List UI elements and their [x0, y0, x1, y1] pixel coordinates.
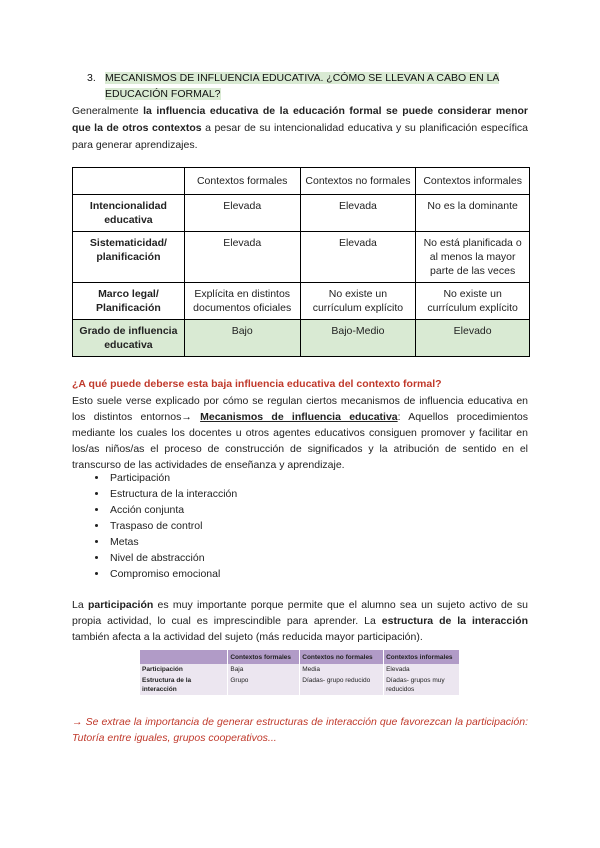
para3-text-1: La	[72, 599, 88, 611]
table-header-cell: Contextos formales	[184, 168, 300, 195]
table-cell: Bajo-Medio	[300, 320, 416, 357]
row-label: Participación	[140, 664, 228, 675]
para2-text-2: : Aquellos procedimientos mediante los cuales los docentes u otros agentes educativos consiguen promover y facilitar en los/as niños/as el proceso de construcción de significados y la atribución de sentido en el transcurso de las actividades de enseñanza y aprendizaje.	[72, 411, 528, 471]
list-item: • Acción conjunta	[108, 502, 237, 518]
table-row	[73, 283, 530, 320]
mechanisms-list	[90, 470, 237, 582]
table-row	[73, 232, 530, 283]
list-item: • Compromiso emocional	[108, 566, 237, 582]
table-header-cell: Contextos informales	[416, 168, 530, 195]
list-item: • Traspaso de control	[108, 518, 237, 534]
para3-text-2: es muy importante porque permite que el alumno sea un sujeto activo de su propia actividad, lo cual es imprescindible para aprender. La	[72, 599, 528, 627]
table-cell: No es la dominante	[416, 195, 530, 232]
row-label: Sistematicidad/ planificación	[73, 232, 185, 283]
small-table-header-row	[140, 650, 460, 664]
mechanisms-term: Mecanismos de influencia educativa	[200, 411, 398, 423]
row-label: Grado de influencia educativa	[73, 320, 185, 357]
table-header-cell	[73, 168, 185, 195]
table-header-cell: Contextos no formales	[300, 650, 384, 664]
table-cell: Elevada	[300, 195, 416, 232]
heading-number: 3.	[87, 72, 96, 84]
table-cell: No existe un currículum explícito	[300, 283, 416, 320]
table-cell: Explícita en distintos documentos oficiales	[184, 283, 300, 320]
table-cell: Elevada	[300, 232, 416, 283]
table-cell: Elevado	[416, 320, 530, 357]
table-row	[140, 664, 460, 675]
intro-text-2: a pesar de su intencionalidad educativa y su planificación específica para generar aprendizajes.	[72, 122, 528, 151]
row-label: Estructura de la interacción	[140, 675, 228, 695]
table-cell: No existe un currículum explícito	[416, 283, 530, 320]
table-header-cell	[140, 650, 228, 664]
conclusion-note: → Se extrae la importancia de generar estructuras de interacción que favorezcan la participación: Tutoría entre iguales, grupos cooperativos...	[72, 716, 528, 744]
table-row	[73, 195, 530, 232]
intro-text-1: Generalmente	[72, 105, 144, 117]
table-header-cell: Contextos formales	[228, 650, 300, 664]
row-label: Intencionalidad educativa	[73, 195, 185, 232]
table-cell: Elevada	[184, 232, 300, 283]
contexts-table	[72, 167, 530, 357]
table-cell: Elevada	[184, 195, 300, 232]
table-header-cell: Contextos informales	[384, 650, 460, 664]
list-item: • Nivel de abstracción	[108, 550, 237, 566]
table-cell: Baja	[228, 664, 300, 675]
row-label: Marco legal/ Planificación	[73, 283, 185, 320]
participation-term: participación	[87, 599, 154, 611]
table-cell: Media	[300, 664, 384, 675]
table-row	[140, 675, 460, 695]
table-header-row	[73, 168, 530, 195]
mechanisms-paragraph	[72, 393, 528, 473]
table-cell: Díadas- grupo reducido	[300, 675, 384, 695]
heading-line-1: MECANISMOS DE INFLUENCIA EDUCATIVA. ¿CÓMO SE LLEVAN A CABO EN LA	[105, 72, 500, 84]
table-cell: Grupo	[228, 675, 300, 695]
list-item: • Metas	[108, 534, 237, 550]
list-item: • Participación	[108, 470, 237, 486]
participation-table	[140, 650, 460, 695]
question-heading: ¿A qué puede deberse esta baja influencia educativa del contexto formal?	[72, 378, 442, 390]
table-cell: No está planificada o al menos la mayor parte de las veces	[416, 232, 530, 283]
participation-paragraph	[72, 597, 528, 645]
table-cell: Elevada	[384, 664, 460, 675]
section-heading	[87, 70, 507, 102]
table-cell: Díadas- grupos muy reducidos	[384, 675, 460, 695]
table-row-highlighted	[73, 320, 530, 357]
table-header-cell: Contextos no formales	[300, 168, 416, 195]
interaction-structure-term: estructura de la interacción	[381, 615, 528, 627]
intro-paragraph	[72, 103, 528, 154]
list-item: • Estructura de la interacción	[108, 486, 237, 502]
table-cell: Bajo	[184, 320, 300, 357]
para2-text-1: Esto suele verse explicado por cómo se regulan ciertos mecanismos de influencia educativa en los distintos entornos→	[72, 395, 528, 423]
para3-text-3: también afecta a la actividad del sujeto (más reducida mayor participación).	[72, 631, 423, 643]
intro-bold: la influencia educativa de la educación formal se puede considerar menor que la de otros contextos	[72, 105, 528, 134]
heading-line-2: EDUCACIÓN FORMAL?	[105, 88, 221, 100]
